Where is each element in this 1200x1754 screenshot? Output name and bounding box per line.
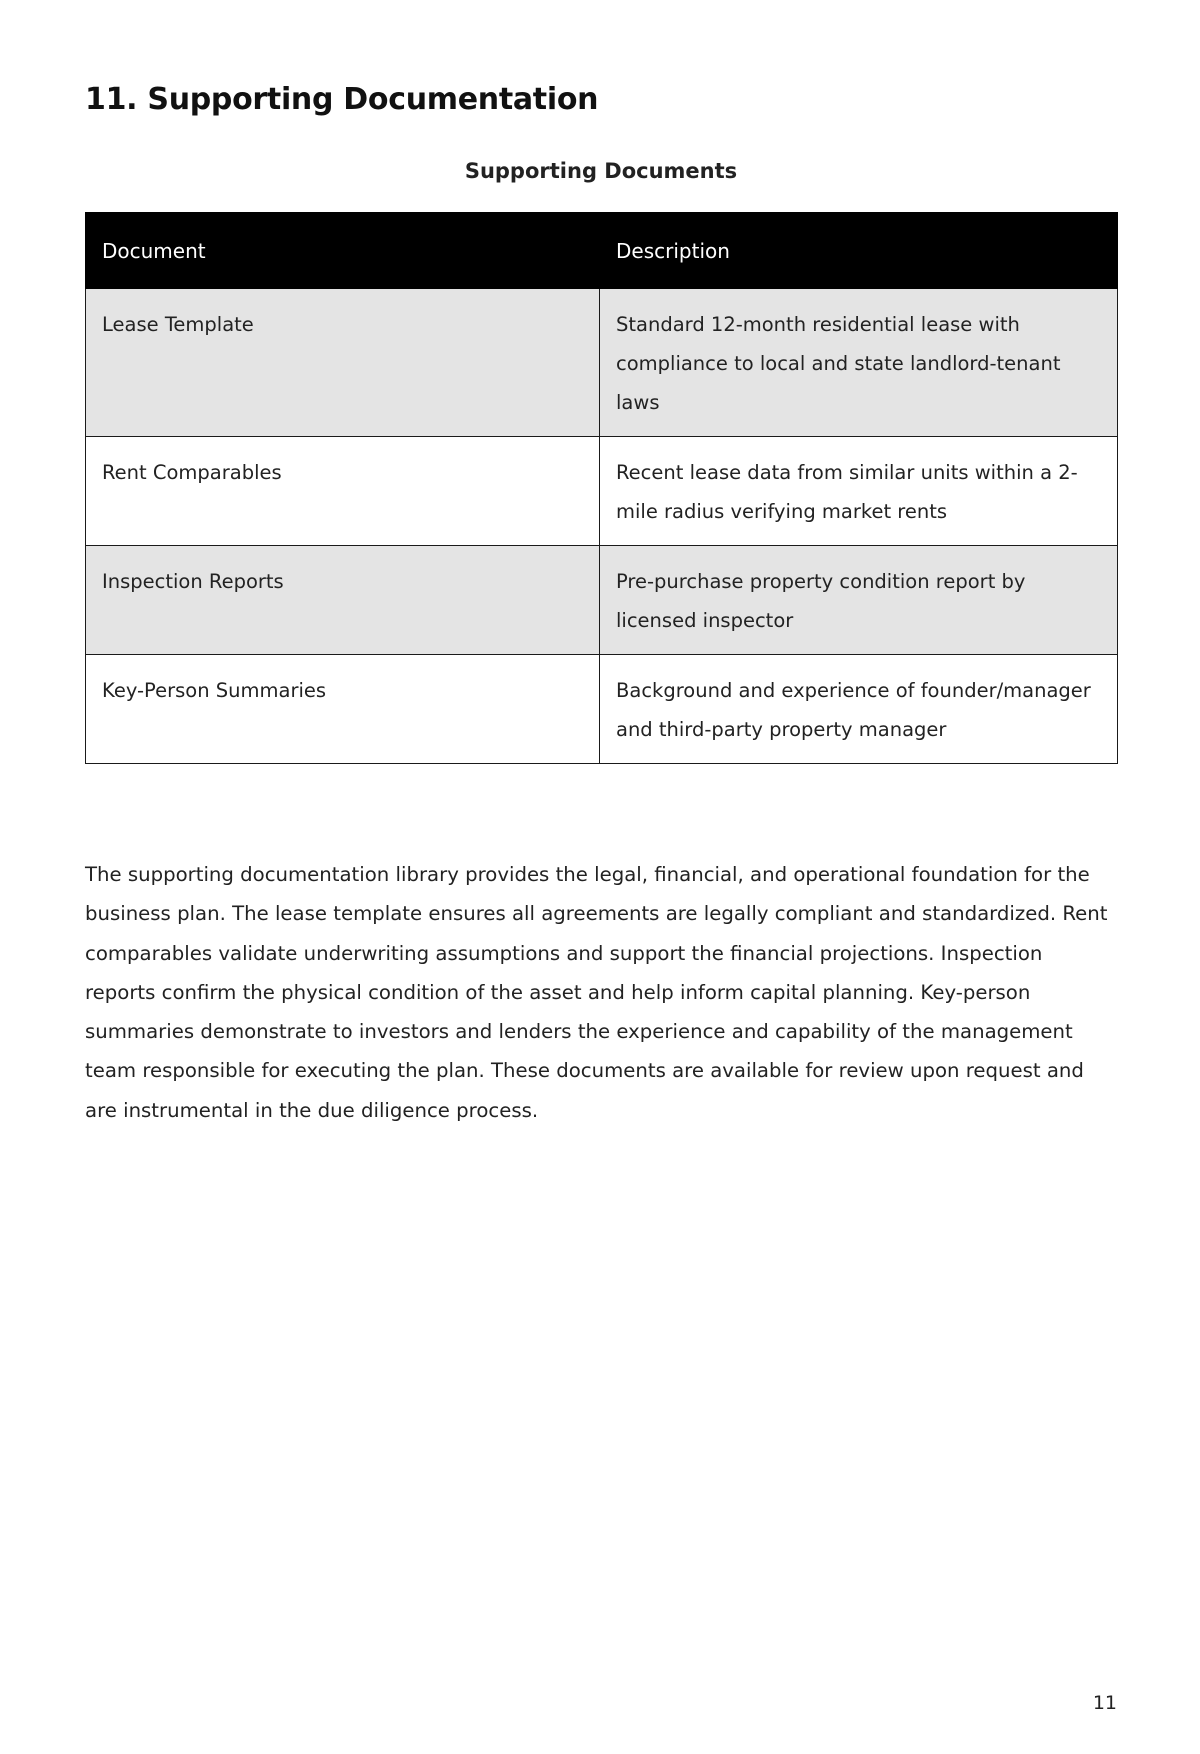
supporting-documents-table <box>85 212 1118 764</box>
table-caption: Supporting Documents <box>464 159 738 183</box>
column-header-description: Description <box>600 213 1118 289</box>
document-cell: Inspection Reports <box>86 546 600 655</box>
document-page <box>85 0 1117 1754</box>
section-heading: 11. Supporting Documentation <box>85 82 599 117</box>
table-row <box>86 546 1118 655</box>
column-header-document: Document <box>86 213 600 289</box>
page-number: 11 <box>1092 1692 1117 1714</box>
document-cell: Rent Comparables <box>86 437 600 546</box>
document-cell: Lease Template <box>86 289 600 437</box>
description-cell: Recent lease data from similar units within a 2-mile radius verifying market rents <box>600 437 1118 546</box>
document-cell: Key-Person Summaries <box>86 655 600 764</box>
table-row <box>86 437 1118 546</box>
table-row <box>86 289 1118 437</box>
description-cell: Background and experience of founder/manager and third-party property manager <box>600 655 1118 764</box>
body-paragraph: The supporting documentation library provides the legal, financial, and operational foundation for the business plan. The lease template ensures all agreements are legally compliant and standardized. Rent comparables validate underwriting assumptions and support the financial projections. Inspection reports confirm the physical condition of the asset and help inform capital planning. Key-person summaries demonstrate to investors and lenders the experience and capability of the management team responsible for executing the plan. These documents are available for review upon request and are instrumental in the due diligence process. <box>85 863 1108 1122</box>
description-cell: Pre-purchase property condition report by licensed inspector <box>600 546 1118 655</box>
table-header-row <box>86 213 1118 289</box>
description-cell: Standard 12-month residential lease with compliance to local and state landlord-tenant laws <box>600 289 1118 437</box>
table-row <box>86 655 1118 764</box>
